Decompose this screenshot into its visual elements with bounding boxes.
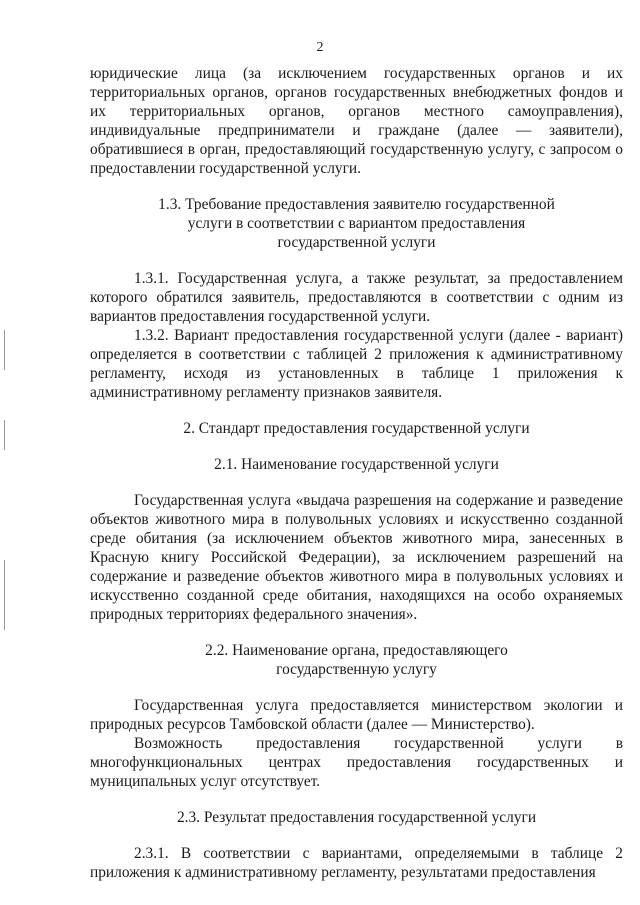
paragraph: 1.3.1. Государственная услуга, а также результат, за предоставлением которого обратился заявитель, предоставляются в соответствии с одним из вариантов предоставления государственной услуги. [90,270,623,325]
heading-line: государственной услуги [277,234,436,251]
scan-edge-mark [4,330,5,370]
scan-edge-mark [4,560,5,630]
heading-line: 2. Стандарт предоставления государственной услуги [183,420,530,437]
heading-line: 2.1. Наименование государственной услуги [214,456,499,473]
heading-line: 1.3. Требование предоставления заявителю государственной [158,196,555,213]
section-heading [90,455,623,474]
section-heading [90,808,623,827]
paragraph: 1.3.2. Вариант предоставления государственной услуги (далее - вариант) определяется в соответствии с таблицей 2 приложения к административному регламенту, исходя из установленных в таблице 1 приложения к административному регламенту признаков заявителя. [90,327,623,401]
heading-line: государственную услугу [276,661,437,678]
paragraph: 2.3.1. В соответствии с вариантами, определяемыми в таблице 2 приложения к административному регламенту, результатами предоставления [90,845,623,881]
section-heading [90,195,623,252]
heading-line: 2.3. Результат предоставления государственной услуги [176,809,537,826]
heading-line: услуги в соответствии с вариантом предоставления [187,215,526,232]
heading-line: 2.2. Наименование органа, предоставляющего [205,642,508,659]
paragraph: Государственная услуга предоставляется министерством экологии и природных ресурсов Тамбовской области (далее — Министерство). [90,697,623,733]
paragraph: юридические лица (за исключением государственных органов и их территориальных органов, органов государственных внебюджетных фондов и их территориальных органов, органов местного самоуправления), индивидуальные предприниматели и граждане (далее — заявители), обратившиеся в орган, предоставляющий государственную услугу, с запросом о предоставлении государственной услуги. [90,65,623,177]
paragraph: Возможность предоставления государственной услуги в многофункциональных центрах предоставления государственных и муниципальных услуг отсутствует. [90,735,623,790]
document-body [90,64,623,882]
section-heading [90,641,623,679]
paragraph: Государственная услуга «выдача разрешения на содержание и разведение объектов животного мира в полувольных условиях и искусственно созданной среде обитания (за исключением объектов животного мира, занесенных в Красную книгу Российской Федерации), за исключением разрешений на содержание и разведение объектов животного мира в полувольных условиях и искусственно созданной среде обитания, находящихся на особо охраняемых природных территориях федерального значения». [90,492,623,623]
scan-edge-mark [4,420,5,450]
page-number: 2 [316,40,324,55]
section-heading [90,419,623,438]
